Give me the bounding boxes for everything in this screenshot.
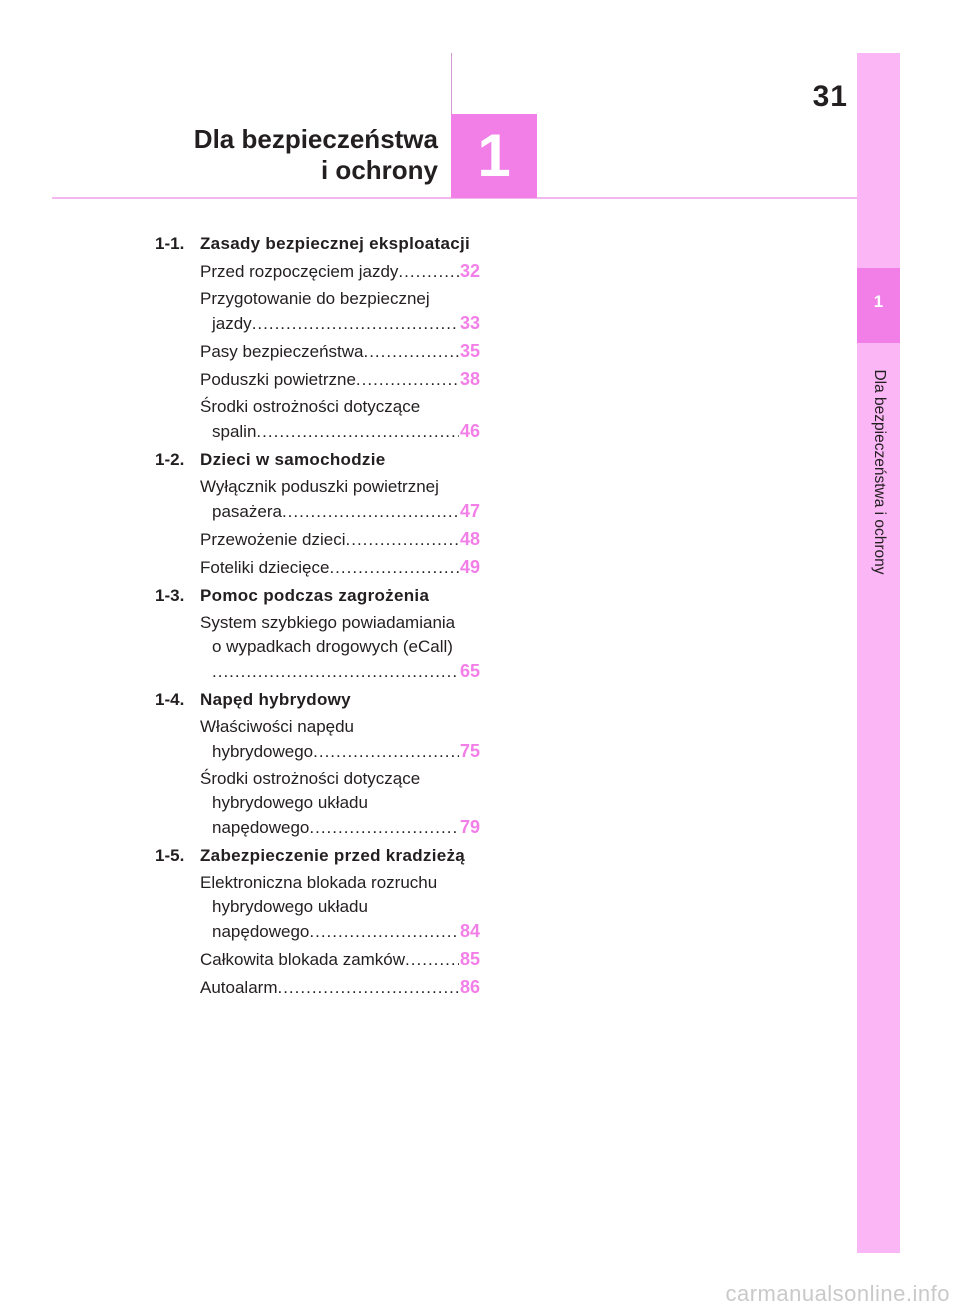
toc-page-number[interactable]: 32 [459,261,480,281]
toc-entry-link[interactable] [200,947,480,972]
toc-dot-leader [309,920,459,944]
toc-dot-leader [277,976,458,1000]
toc-entry-link[interactable] [200,871,480,944]
toc-entry-link[interactable] [200,475,480,524]
toc-entry-link[interactable] [200,767,480,840]
toc-entry-text: Środki ostrożności dotyczące [200,769,421,788]
toc-dot-leader [405,948,459,972]
toc-page-number[interactable]: 79 [459,817,480,837]
toc-page-number[interactable]: 33 [459,313,480,333]
chapter-title-line-1: Dla bezpieczeństwa [193,124,438,154]
header-divider-vertical [451,53,452,115]
toc-entry-text: hybrydowego [212,742,314,761]
toc-entry-text: hybrydowego układu [212,897,368,916]
toc-entry-link[interactable] [200,715,480,764]
toc-page-number[interactable]: 38 [459,369,480,389]
toc-section-number: 1-4. [155,690,185,709]
toc-dot-leader [256,420,459,444]
toc-page-number[interactable]: 47 [459,501,480,521]
toc-section-heading [155,232,480,256]
toc-section-heading [155,688,480,712]
toc-dot-leader [363,340,458,364]
page-number: 31 [812,80,848,113]
toc-page-number[interactable]: 84 [459,921,480,941]
toc-entry-text: Autoalarm [200,978,278,997]
toc-entry-text: Przed rozpoczęciem jazdy [200,262,399,281]
toc-section-heading [155,448,480,472]
toc-entry-text: Całkowita blokada zamków [200,950,406,969]
toc-entry-link[interactable] [200,367,480,392]
toc-entry-text: Pasy bezpieczeństwa [200,342,364,361]
toc-section-number: 1-3. [155,586,185,605]
toc-entry-text: Wyłącznik poduszki powietrznej [200,477,439,496]
toc-page-number[interactable]: 75 [459,741,480,761]
toc-section-title: Napęd hybrydowy [200,690,351,709]
toc-dot-leader [282,500,459,524]
toc-dot-leader [329,556,459,580]
toc-page-number[interactable]: 46 [459,421,480,441]
toc-section-title: Dzieci w samochodzie [200,450,386,469]
toc-section-heading [155,584,480,608]
toc-entry-text: napędowego [212,922,310,941]
chapter-title [150,124,438,186]
toc-entry-text: jazdy [212,314,252,333]
toc-section-number: 1-1. [155,234,185,253]
toc-entry-text: o wypadkach drogowych (eCall) [212,637,453,656]
toc-section-number: 1-2. [155,450,185,469]
toc-page-number[interactable]: 49 [459,557,480,577]
toc-entry-text: hybrydowego układu [212,793,368,812]
watermark: carmanualsonline.info [725,1281,950,1306]
toc-entry-text: Właściwości napędu [200,717,355,736]
toc-dot-leader [309,816,459,840]
side-tab-label: Dla bezpieczeństwa i ochrony [871,369,888,575]
toc-entry-link[interactable] [200,339,480,364]
toc-page-number[interactable]: 48 [459,529,480,549]
toc-page-number[interactable]: 86 [459,977,480,997]
toc-page-number[interactable]: 85 [459,949,480,969]
toc-entry-text: napędowego [212,818,310,837]
toc-dot-leader [212,660,459,684]
chapter-title-line-2: i ochrony [320,155,438,185]
toc-entry-text: spalin [212,422,257,441]
toc-entry-text: Środki ostrożności dotyczące [200,397,421,416]
toc-dot-leader [346,528,459,552]
toc-entry-text: Przewożenie dzieci [200,530,346,549]
toc-section-number: 1-5. [155,846,185,865]
toc-entry-link[interactable] [200,555,480,580]
table-of-contents [155,232,480,1000]
toc-section-title: Zabezpieczenie przed kradzieżą [200,846,466,865]
toc-page-number[interactable]: 35 [459,341,480,361]
toc-dot-leader [356,368,459,392]
toc-entry-link[interactable] [200,975,480,1000]
toc-section-title: Pomoc podczas zagrożenia [200,586,430,605]
toc-entry-link[interactable] [200,287,480,336]
toc-entry-link[interactable] [200,527,480,552]
toc-entry-text: Poduszki powietrzne [200,370,356,389]
side-tab-strip [857,53,900,1253]
toc-entry-link[interactable] [200,611,480,684]
toc-entry-text: Elektroniczna blokada rozruchu [200,873,438,892]
toc-dot-leader [252,312,459,336]
toc-entry-text: Przygotowanie do bezpiecznej [200,289,430,308]
toc-entry-link[interactable] [200,259,480,284]
toc-entry-link[interactable] [200,395,480,444]
toc-entry-text: System szybkiego powiadamiania [200,613,456,632]
toc-section-heading [155,844,480,868]
toc-entry-text: Foteliki dziecięce [200,558,330,577]
toc-entry-text: pasażera [212,502,282,521]
toc-dot-leader [313,740,459,764]
toc-section-title: Zasady bezpiecznej eksploatacji [200,234,471,253]
chapter-number-box: 1 [451,114,537,198]
side-tab-chapter-1[interactable]: 1 [857,268,900,343]
toc-page-number[interactable]: 65 [459,661,480,681]
toc-dot-leader [398,260,459,284]
